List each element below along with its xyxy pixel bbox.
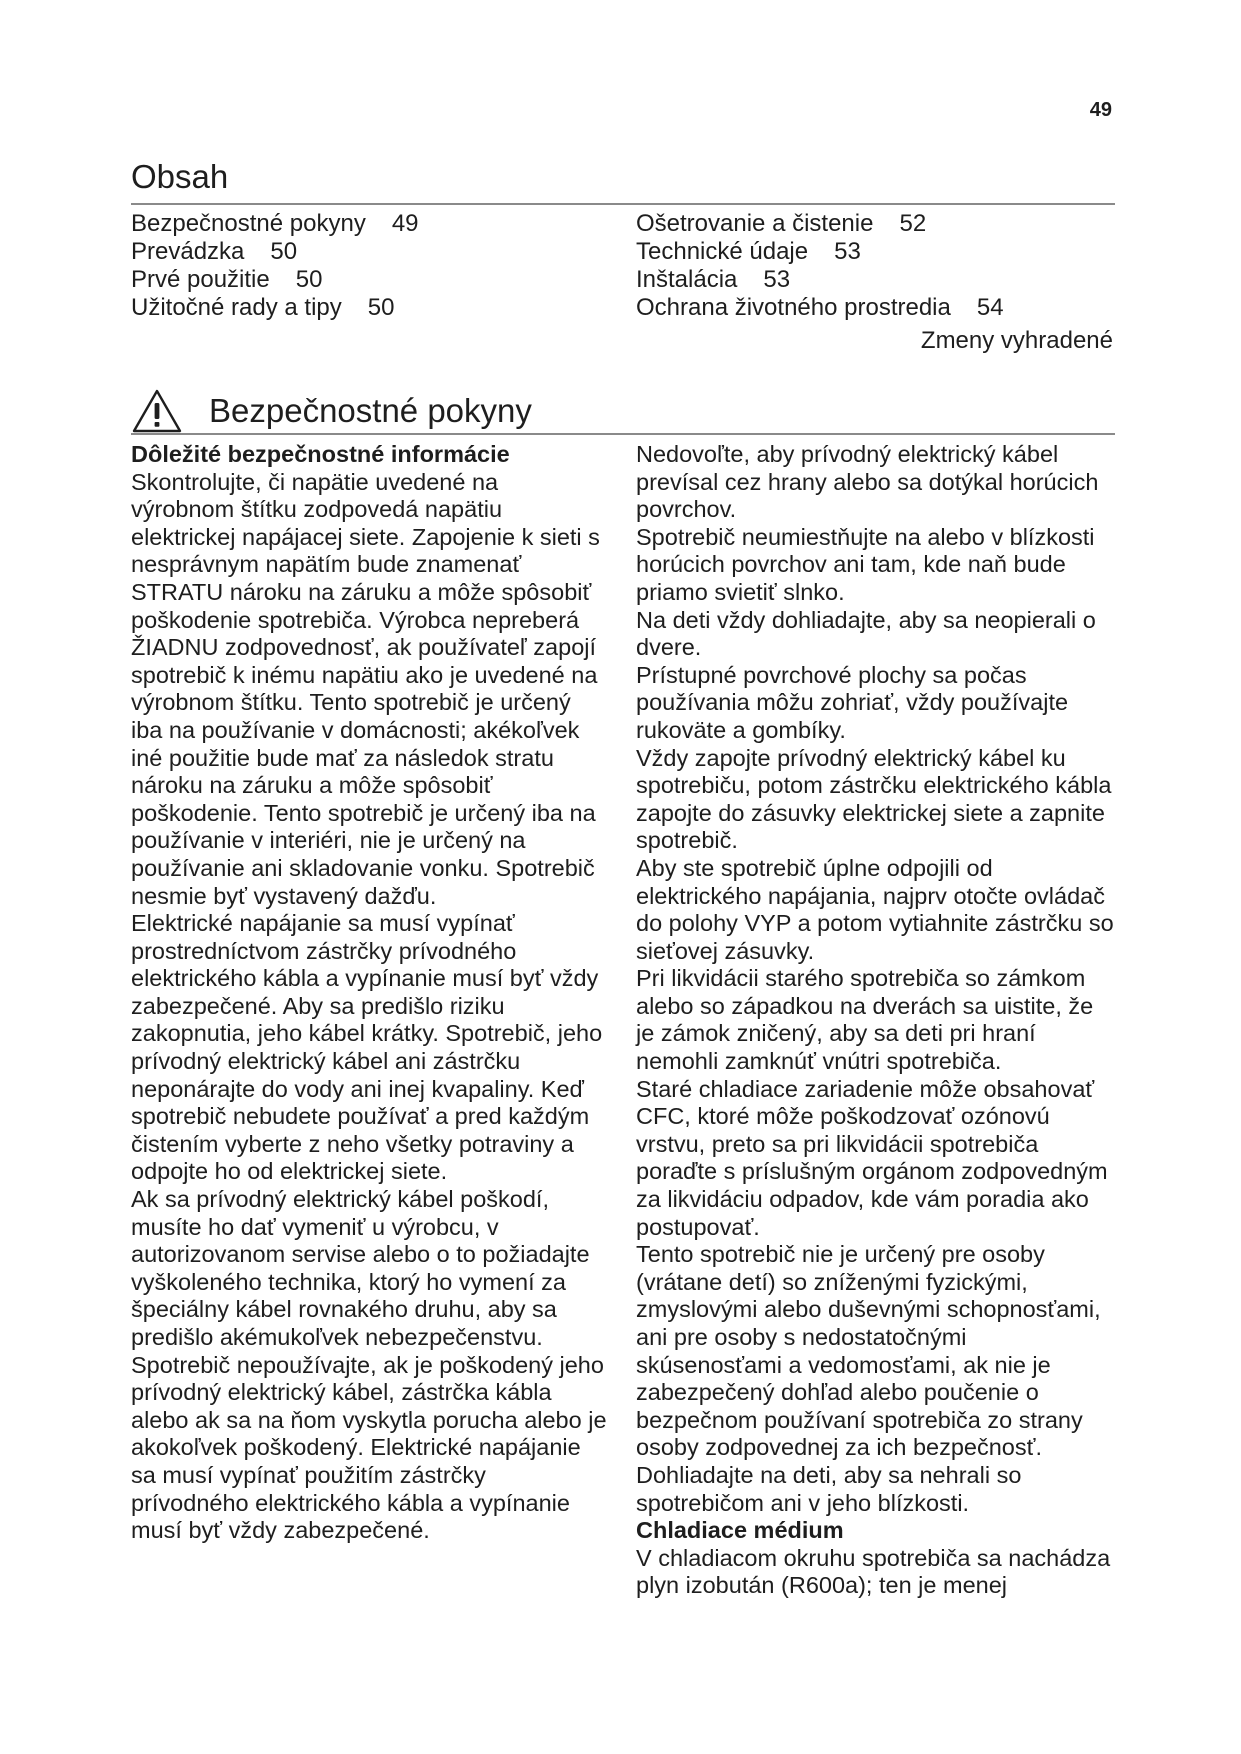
toc-item[interactable]: Užitočné rady a tipy 50 [131,294,395,321]
section-header [131,385,532,437]
refrigerant-heading: Chladiace médium [636,1517,844,1544]
paragraph: Dohliadajte na deti, aby sa nehrali so spotrebičom ani v jeho blízkosti. [636,1461,1022,1516]
section-divider [131,433,1115,435]
toc-item[interactable]: Prvé použitie 50 [131,266,323,293]
toc-title: Obsah [131,158,229,195]
toc-right-list [636,210,1004,322]
important-info-heading: Dôležité bezpečnostné informácie [131,441,510,467]
paragraph: V chladiacom okruhu spotrebiča sa nachádza plyn izobután (R600a); ten je menej [636,1544,1111,1599]
page-number: 49 [1089,99,1112,121]
toc-divider [131,203,1115,205]
paragraph: Ak sa prívodný elektrický kábel poškodí, musíte ho dať vymeniť u výrobcu, v autorizovanom servise alebo o to požiadajte vyškoleného technika, ktorý ho vymení za špeciálny kábel rovnakého druhu, aby sa predišlo akémukoľvek nebezpečenstvu. [131,1186,590,1350]
paragraph: Spotrebič neumiestňujte na alebo v blízkosti horúcich povrchov ani tam, kde naň bude priamo svietiť slnko. [636,523,1095,605]
paragraph: Tento spotrebič nie je určený pre osoby (vrátane detí) so zníženými fyzickými, zmyslovými alebo duševnými schopnosťami, ani pre osoby s nedostatočnými skúsenosťami a vedomosťami, ak nie je zabezpečený dohľad alebo poučenie o bezpečnom používaní spotrebiča zo strany osoby zodpovednej za ich bezpečnosť. [636,1241,1101,1461]
paragraph: Skontrolujte, či napätie uvedené na výrobnom štítku zodpovedá napätiu elektrickej napájacej siete. Zapojenie k sieti s nesprávnym napätím bude znamenať STRATU nároku na záruku a môže spôsobiť poškodenie spotrebiča. Výrobca nepreberá ŽIADNU zodpovednosť, ak používateľ zapojí spotrebič k inému napätiu ako je uvedené na výrobnom štítku. Tento spotrebič je určený iba na používanie v domácnosti; akékoľvek iné použitie bude mať za následok stratu nároku na záruku a môže spôsobiť poškodenie. Tento spotrebič je určený iba na používanie v interiéri, nie je určený na používanie ani skladovanie vonku. Spotrebič nesmie byť vystavený dažďu. [131,468,600,909]
changes-reserved-note: Zmeny vyhradené [920,327,1113,354]
paragraph: Nedovoľte, aby prívodný elektrický kábel prevísal cez hrany alebo sa dotýkal horúcich povrchov. [636,441,1099,523]
left-column [131,441,607,1545]
toc-item[interactable]: Prevádzka 50 [131,238,298,265]
paragraph: Na deti vždy dohliadajte, aby sa neopierali o dvere. [636,606,1096,661]
paragraph: Staré chladiace zariadenie môže obsahovať CFC, ktoré môže poškodzovať ozónovú vrstvu, preto sa pri likvidácii spotrebiča poraďte s príslušným orgánom zodpovedným za likvidáciu odpadov, kde vám poradia ako postupovať. [636,1075,1108,1240]
right-column [636,441,1116,1600]
section-title: Bezpečnostné pokyny [209,392,532,429]
paragraph: Pri likvidácii starého spotrebiča so zámkom alebo so západkou na dverách sa uistite, že je zámok zničený, aby sa deti pri hraní nemohli zamknúť vnútri spotrebiča. [636,965,1094,1075]
toc-item[interactable]: Bezpečnostné pokyny 49 [131,210,419,237]
paragraph: Aby ste spotrebič úplne odpojili od elektrického napájania, najprv otočte ovládač do polohy VYP a potom vytiahnite zástrčku so sieťovej zásuvky. [636,854,1114,964]
paragraph: Prístupné povrchové plochy sa počas používania môžu zohriať, vždy používajte rukoväte a gombíky. [636,661,1069,743]
toc-item[interactable]: Ošetrovanie a čistenie 52 [636,210,927,237]
paragraph: Vždy zapojte prívodný elektrický kábel ku spotrebiču, potom zástrčku elektrického kábla zapojte do zásuvky elektrickej siete a zapnite spotrebič. [636,744,1112,854]
toc-item[interactable]: Technické údaje 53 [636,238,861,265]
toc-item[interactable]: Inštalácia 53 [636,266,791,293]
paragraph: Spotrebič nepoužívajte, ak je poškodený jeho prívodný elektrický kábel, zástrčka kábla alebo ak sa na ňom vyskytla porucha alebo je akokoľvek poškodený. Elektrické napájanie sa musí vypínať použitím zástrčky prívodného elektrického kábla a vypínanie musí byť vždy zabezpečené. [131,1351,607,1544]
paragraph: Elektrické napájanie sa musí vypínať prostredníctvom zástrčky prívodného elektrického kábla a vypínanie musí byť vždy zabezpečené. Aby sa predišlo riziku zakopnutia, jeho kábel krátky. Spotrebič, jeho prívodný elektrický kábel ani zástrčku neponárajte do vody ani inej kvapaliny. Keď spotrebič nebudete používať a pred každým čistením vyberte z neho všetky potraviny a odpojte ho od elektrickej siete. [131,910,603,1185]
toc-left-list [131,210,419,322]
toc-item[interactable]: Ochrana životného prostredia 54 [636,294,1004,321]
warning-triangle-icon [131,388,183,434]
